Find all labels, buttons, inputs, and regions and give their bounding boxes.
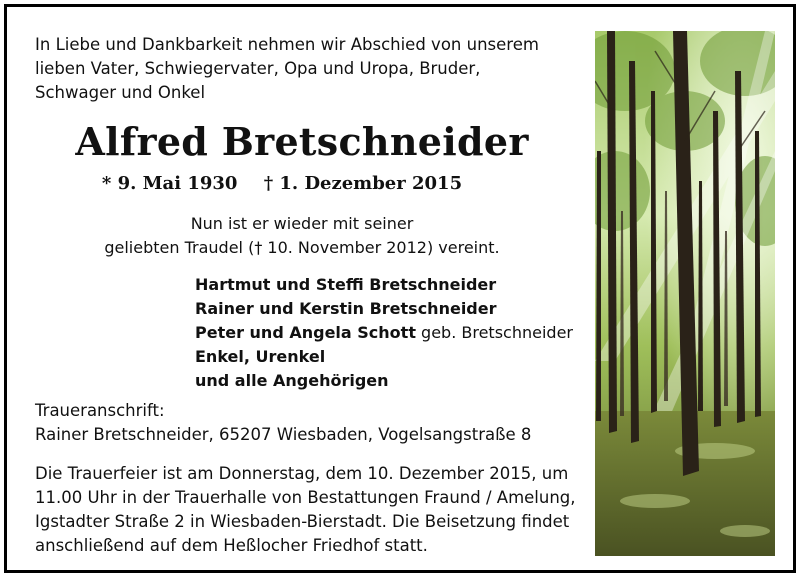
- reunited-line: Nun ist er wieder mit seiner: [190, 214, 414, 233]
- reunited-text: [7, 212, 597, 260]
- service-line: Die Trauerfeier ist am Donnerstag, dem 10. Dezember 2015, um: [35, 464, 569, 483]
- funeral-service-text: [35, 462, 575, 558]
- service-line: 11.00 Uhr in der Trauerhalle von Bestattungen Fraund / Amelung,: [35, 488, 576, 507]
- intro-line: In Liebe und Dankbarkeit nehmen wir Abschied von unserem: [35, 35, 539, 54]
- birth-date: * 9. Mai 1930: [101, 173, 238, 194]
- address-label: Traueranschrift:: [35, 401, 165, 420]
- intro-line: Schwager und Onkel: [35, 83, 206, 102]
- service-line: anschließend auf dem Heßlocher Friedhof statt.: [35, 536, 428, 555]
- address-value: Rainer Bretschneider, 65207 Wiesbaden, Vogelsangstraße 8: [35, 425, 532, 444]
- forest-sunbeams-icon: [595, 31, 775, 556]
- mourning-address: [35, 399, 531, 447]
- mourners-list: [195, 273, 573, 393]
- mourner-note: geb. Bretschneider: [415, 323, 573, 342]
- death-date: † 1. Dezember 2015: [263, 173, 463, 194]
- obituary-notice: [4, 4, 796, 573]
- reunited-line: geliebten Traudel († 10. November 2012) vereint.: [104, 238, 500, 257]
- life-dates: [7, 171, 557, 197]
- intro-text: [35, 33, 575, 105]
- intro-line: lieben Vater, Schwiegervater, Opa und Uropa, Bruder,: [35, 59, 481, 78]
- mourner-name: Peter und Angela Schott: [195, 323, 416, 342]
- mourner-name: Enkel, Urenkel: [195, 347, 326, 366]
- forest-photo: [595, 31, 775, 556]
- mourner-name: Rainer und Kerstin Bretschneider: [195, 299, 497, 318]
- mourner-name: und alle Angehörigen: [195, 371, 389, 390]
- deceased-name: Alfred Bretschneider: [75, 119, 529, 164]
- service-line: Igstadter Straße 2 in Wiesbaden-Bierstadt. Die Beisetzung findet: [35, 512, 570, 531]
- mourner-name: Hartmut und Steffi Bretschneider: [195, 275, 497, 294]
